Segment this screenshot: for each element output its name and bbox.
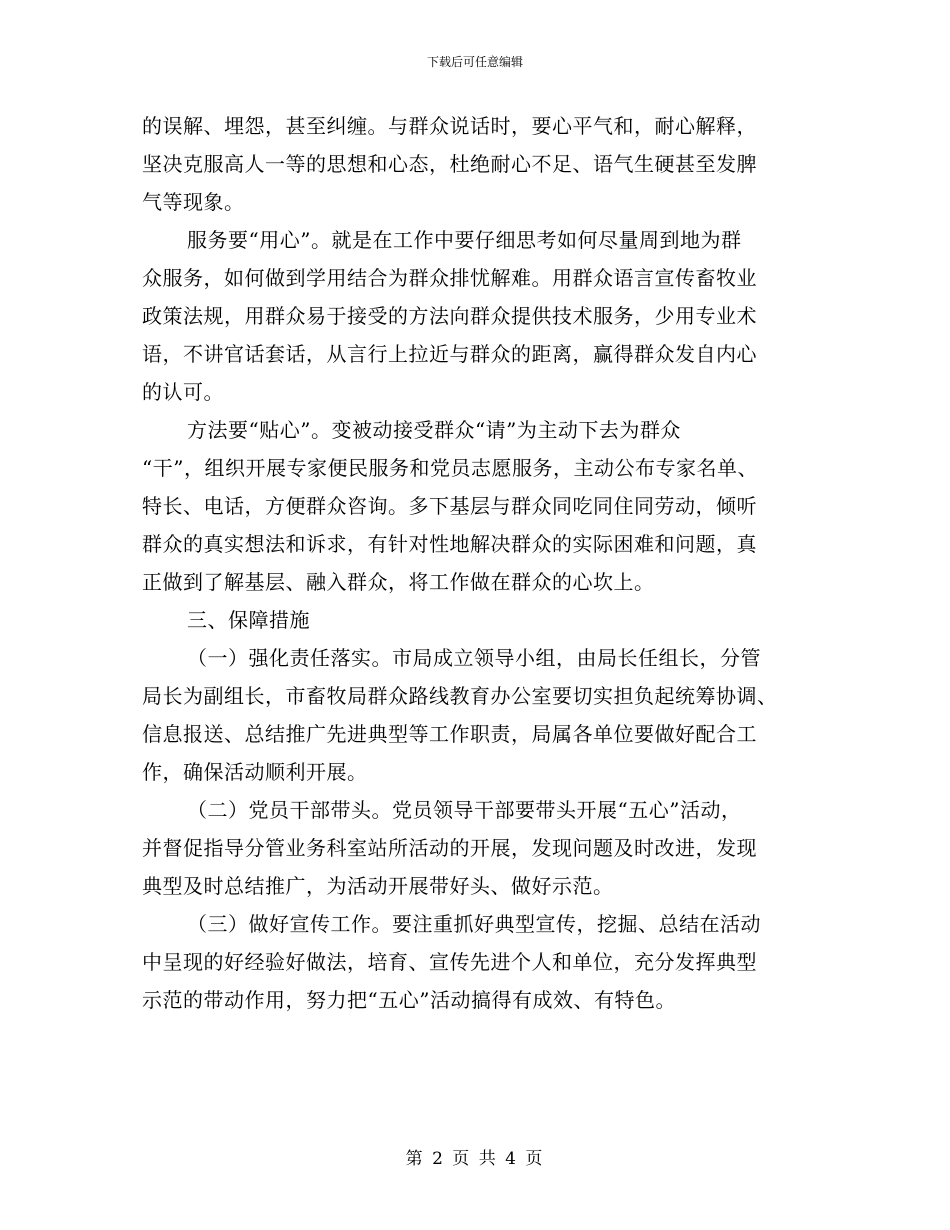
text-line: 群众的真实想法和诉求，有针对性地解决群众的实际困难和问题，真 bbox=[142, 532, 757, 556]
text-line: 示范的带动作用，努力把“五心”活动搞得有成效、有特色。 bbox=[142, 988, 676, 1012]
section-heading: 三、保障措施 bbox=[187, 608, 310, 632]
text-line: “干”，组织开展专家便民服务和党员志愿服务，主动公布专家名单、 bbox=[142, 456, 758, 480]
text-line: 信息报送、总结推广先进典型等工作职责，局属各单位要做好配合工 bbox=[142, 722, 757, 746]
text-line: 并督促指导分管业务科室站所活动的开展，发现问题及时改进，发现 bbox=[142, 836, 757, 860]
text-line: 典型及时总结推广，为活动开展带好头、做好示范。 bbox=[142, 874, 614, 898]
page-footer: 第 2 页 共 4 页 bbox=[405, 1149, 545, 1169]
text-line: 的误解、埋怨，甚至纠缠。与群众说话时，要心平气和，耐心解释， bbox=[142, 114, 757, 138]
text-line: 特长、电话，方便群众咨询。多下基层与群众同吃同住同劳动，倾听 bbox=[142, 494, 757, 518]
text-line: 的认可。 bbox=[142, 380, 224, 404]
text-line: 政策法规，用群众易于接受的方法向群众提供技术服务，少用专业术 bbox=[142, 304, 757, 328]
text-line: 正做到了解基层、融入群众，将工作做在群众的心坎上。 bbox=[142, 570, 655, 594]
text-line: 众服务，如何做到学用结合为群众排忧解难。用群众语言宣传畜牧业 bbox=[142, 266, 757, 290]
text-line: 语，不讲官话套话，从言行上拉近与群众的距离，赢得群众发自内心 bbox=[142, 342, 757, 366]
paragraph-start-line: 方法要“贴心”。变被动接受群众“请”为主动下去为群众 bbox=[187, 418, 681, 442]
text-line: 局长为副组长，市畜牧局群众路线教育办公室要切实担负起统筹协调、 bbox=[142, 684, 778, 708]
text-line: 坚决克服高人一等的思想和心态，杜绝耐心不足、语气生硬甚至发脾 bbox=[142, 152, 757, 176]
paragraph-start-line: （三）做好宣传工作。要注重抓好典型宣传，挖掘、总结在活动 bbox=[187, 912, 761, 936]
paragraph-start-line: （二）党员干部带头。党员领导干部要带头开展“五心”活动， bbox=[187, 798, 742, 822]
text-line: 中呈现的好经验好做法，培育、宣传先进个人和单位，充分发挥典型 bbox=[142, 950, 757, 974]
text-line: 气等现象。 bbox=[142, 190, 245, 214]
paragraph-start-line: （一）强化责任落实。市局成立领导小组，由局长任组长，分管 bbox=[187, 646, 761, 670]
paragraph-start-line: 服务要“用心”。就是在工作中要仔细思考如何尽量周到地为群 bbox=[187, 228, 742, 252]
text-line: 作，确保活动顺利开展。 bbox=[142, 760, 368, 784]
page-header: 下载后可任意编辑 bbox=[426, 55, 523, 69]
